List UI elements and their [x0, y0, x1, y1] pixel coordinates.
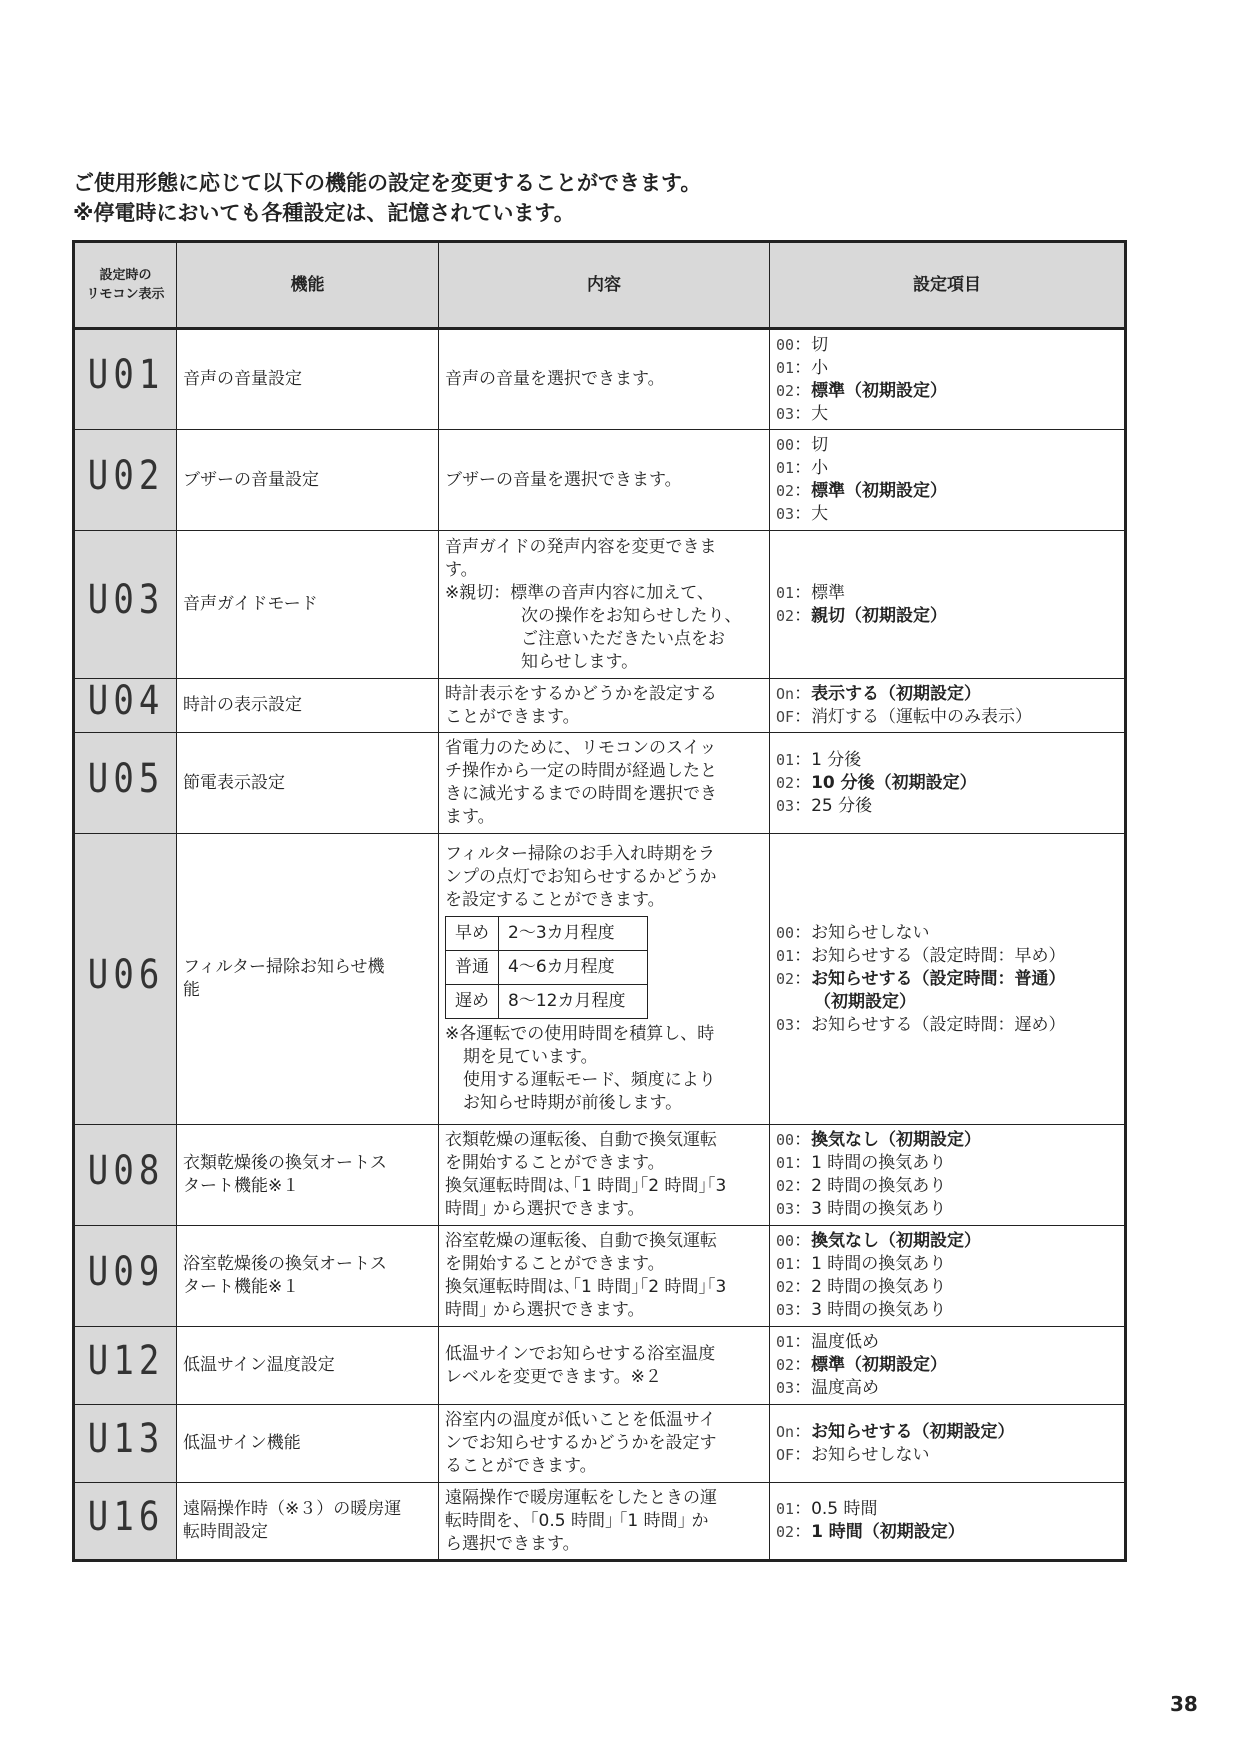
content-cell: 省電力のために、リモコンのスイッ チ操作から一定の時間が経過したと きに減光するまでの時間を選択でき ます。: [439, 733, 770, 834]
function-cell: 浴室乾燥後の換気オートス タート機能※１: [177, 1226, 439, 1327]
content-cell: 時計表示をするかどうかを設定する ことができます。: [439, 679, 770, 733]
table-row: [74, 1483, 1126, 1561]
function-cell: フィルター掃除お知らせ機 能: [177, 834, 439, 1125]
table-row: [74, 1125, 1126, 1226]
options-cell: 00：換気なし（初期設定） 01：1 時間の換気あり 02：2 時間の換気あり 03：3 時間の換気あり: [770, 1226, 1126, 1327]
header-items: 設定項目: [770, 242, 1126, 329]
content-cell: 音声ガイドの発声内容を変更できま す。 ※親切：標準の音声内容に加えて、 次の操作をお知らせしたり、 ご注意いただきたい点をお 知らせします。: [439, 531, 770, 679]
remote-code: U16: [74, 1483, 177, 1561]
options-cell: 01：0.5 時間 02：1 時間（初期設定）: [770, 1483, 1126, 1561]
table-header-row: [74, 242, 1126, 329]
content-cell: 衣類乾燥の運転後、自動で換気運転 を開始することができます。 換気運転時間は､｢1 時間｣｢2 時間｣｢3 時間｣ から選択できます。: [439, 1125, 770, 1226]
function-cell: 節電表示設定: [177, 733, 439, 834]
table-row: [74, 834, 1126, 1125]
schedule-row: 普通 4～6カ月程度: [446, 951, 648, 985]
options-cell: 01：温度低め 02：標準（初期設定） 03：温度高め: [770, 1327, 1126, 1405]
table-row: [74, 329, 1126, 430]
options-cell: On：表示する（初期設定） OF：消灯する（運転中のみ表示）: [770, 679, 1126, 733]
schedule-row: 早め 2～3カ月程度: [446, 917, 648, 951]
options-cell: On：お知らせする（初期設定） OF：お知らせしない: [770, 1405, 1126, 1483]
table-row: [74, 733, 1126, 834]
function-cell: 音声ガイドモード: [177, 531, 439, 679]
function-cell: 低温サイン温度設定: [177, 1327, 439, 1405]
content-cell: 音声の音量を選択できます。: [439, 329, 770, 430]
options-cell: 00：換気なし（初期設定） 01：1 時間の換気あり 02：2 時間の換気あり 03：3 時間の換気あり: [770, 1125, 1126, 1226]
function-cell: 時計の表示設定: [177, 679, 439, 733]
table-row: [74, 679, 1126, 733]
remote-code: U03: [74, 531, 177, 679]
intro-line-2: ※停電時においても各種設定は、記憶されています。: [73, 201, 575, 225]
schedule-row: 遅め 8～12カ月程度: [446, 985, 648, 1019]
remote-code: U05: [74, 733, 177, 834]
page-number: 38: [1170, 1692, 1198, 1716]
header-function: 機能: [177, 242, 439, 329]
table-row: [74, 430, 1126, 531]
content-cell: 低温サインでお知らせする浴室温度 レベルを変更できます。※２: [439, 1327, 770, 1405]
function-cell: ブザーの音量設定: [177, 430, 439, 531]
options-cell: 00：お知らせしない 01：お知らせする（設定時間：早め） 02：お知らせする（設定時間：普通） （初期設定） 03：お知らせする（設定時間：遅め）: [770, 834, 1126, 1125]
remote-code: U12: [74, 1327, 177, 1405]
content-cell: 遠隔操作で暖房運転をしたときの運 転時間を、｢0.5 時間｣ ｢1 時間｣ か ら選択できます。: [439, 1483, 770, 1561]
function-cell: 低温サイン機能: [177, 1405, 439, 1483]
options-cell: 00：切 01：小 02：標準（初期設定） 03：大: [770, 329, 1126, 430]
options-cell: 01：標準 02：親切（初期設定）: [770, 531, 1126, 679]
options-cell: 00：切 01：小 02：標準（初期設定） 03：大: [770, 430, 1126, 531]
content-cell: フィルター掃除のお手入れ時期をラ ンプの点灯でお知らせするかどうか を設定することができます。 早め 2～3カ月程度 普通 4～6カ月程度 遅め 8～12カ月程度 ※各運転での使用時間を積算し、時 期を見ています。 使用する運転モード、頻度により お知らせ時期が前後します。: [439, 834, 770, 1125]
remote-code: U01: [74, 329, 177, 430]
options-cell: 01：1 分後 02：10 分後（初期設定） 03：25 分後: [770, 733, 1126, 834]
function-cell: 衣類乾燥後の換気オートス タート機能※１: [177, 1125, 439, 1226]
remote-code: U02: [74, 430, 177, 531]
content-cell: ブザーの音量を選択できます。: [439, 430, 770, 531]
table-row: [74, 1226, 1126, 1327]
function-cell: 音声の音量設定: [177, 329, 439, 430]
remote-code: U08: [74, 1125, 177, 1226]
intro-text: [73, 168, 701, 228]
intro-line-1: ご使用形態に応じて以下の機能の設定を変更することができます。: [73, 171, 702, 195]
settings-table: [72, 240, 1127, 1562]
filter-schedule-table: [445, 916, 648, 1019]
remote-code: U13: [74, 1405, 177, 1483]
remote-code: U04: [74, 679, 177, 733]
remote-code: U09: [74, 1226, 177, 1327]
header-content: 内容: [439, 242, 770, 329]
remote-code: U06: [74, 834, 177, 1125]
table-row: [74, 531, 1126, 679]
content-cell: 浴室内の温度が低いことを低温サイ ンでお知らせするかどうかを設定す ることができます。: [439, 1405, 770, 1483]
header-code: 設定時の リモコン表示: [74, 242, 177, 329]
table-row: [74, 1327, 1126, 1405]
table-row: [74, 1405, 1126, 1483]
function-cell: 遠隔操作時（※３）の暖房運 転時間設定: [177, 1483, 439, 1561]
content-cell: 浴室乾燥の運転後、自動で換気運転 を開始することができます。 換気運転時間は､｢1 時間｣｢2 時間｣｢3 時間｣ から選択できます。: [439, 1226, 770, 1327]
